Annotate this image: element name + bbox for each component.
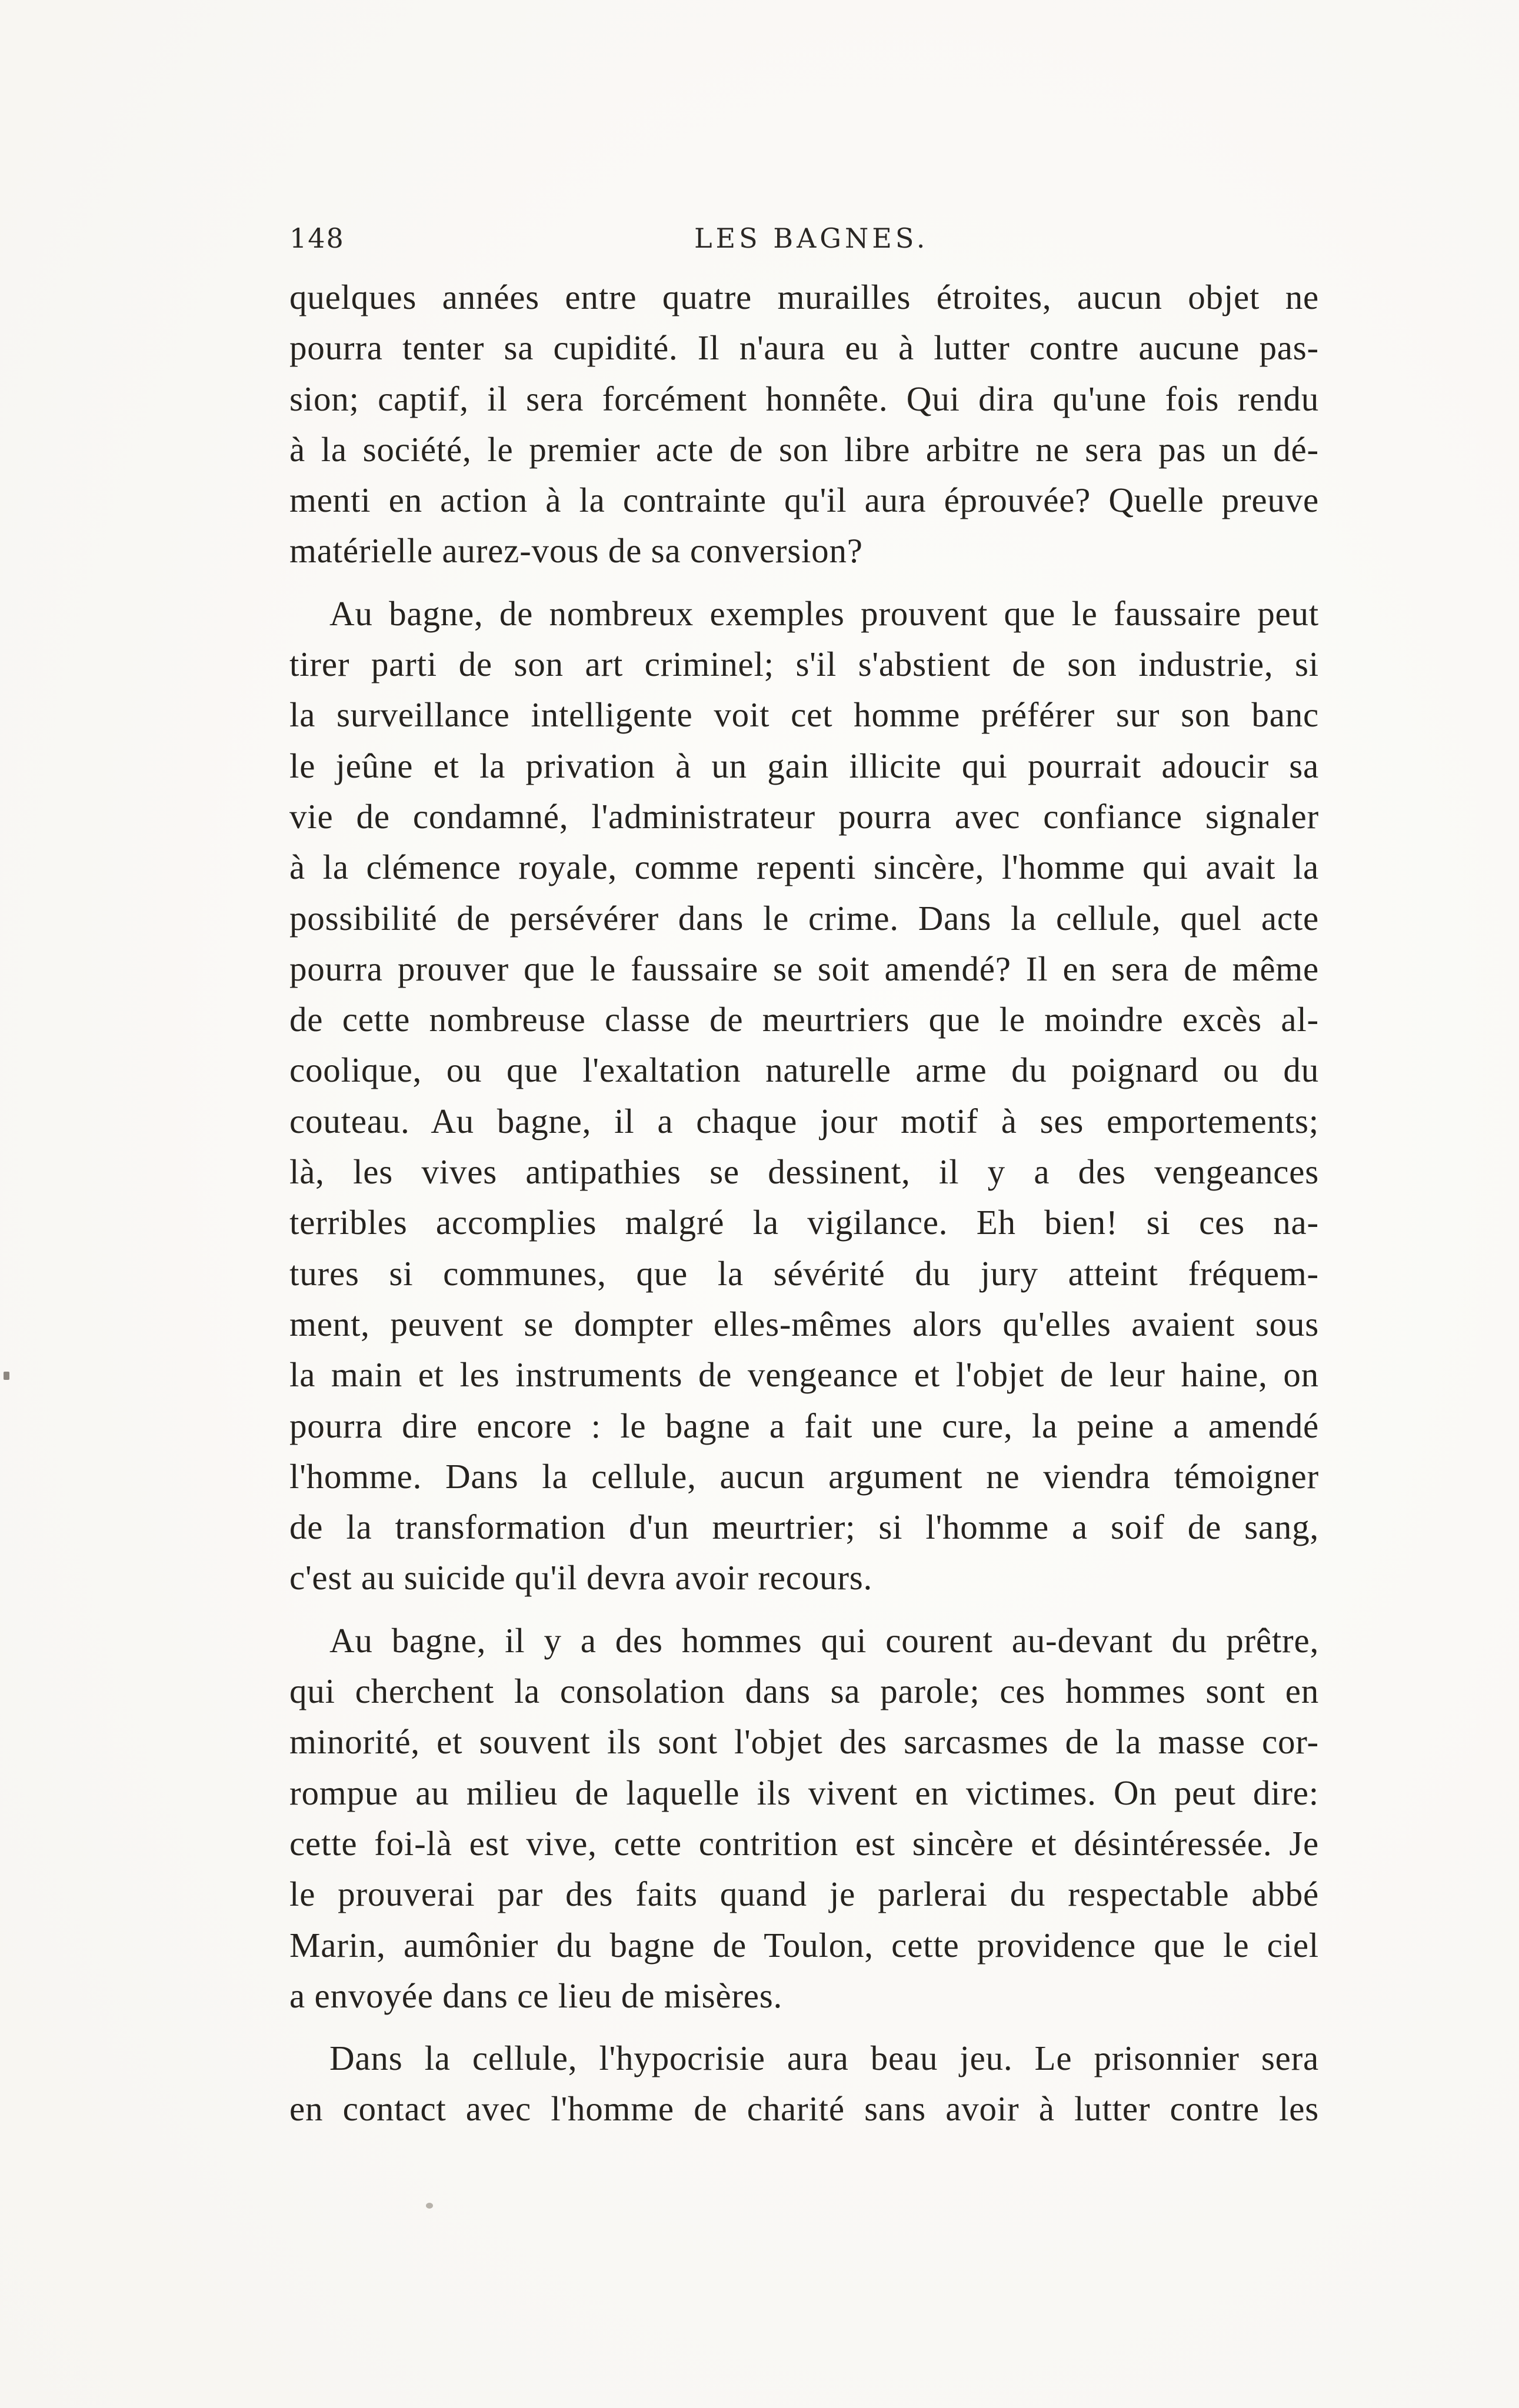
ink-speck xyxy=(426,2203,433,2209)
page-number: 148 xyxy=(289,222,345,254)
running-title: LES BAGNES. xyxy=(694,222,929,254)
text-line: là, les vives antipathies se dessinent, il y a des vengeances xyxy=(289,1152,1319,1192)
text-line: vie de condamné, l'administrateur pourra avec confiance signaler xyxy=(289,796,1319,836)
text-line: sion; captif, il sera forcément honnête. Qui dira qu'une fois rendu xyxy=(289,379,1319,418)
text-line: à la clémence royale, comme repenti sincère, l'homme qui avait la xyxy=(289,848,1319,887)
text-line: ment, peuvent se dompter elles-mêmes alors qu'elles avaient sous xyxy=(289,1304,1319,1343)
text-line: pourra dire encore : le bagne a fait une cure, la peine a amendé xyxy=(289,1406,1319,1445)
text-line: pourra prouver que le faussaire se soit amendé? Il en sera de même xyxy=(289,949,1319,988)
text-line: terribles accomplies malgré la vigilance. Eh bien! si ces na- xyxy=(289,1203,1319,1242)
text-line: tures si communes, que la sévérité du jury atteint fréquem- xyxy=(289,1253,1319,1293)
text-line: l'homme. Dans la cellule, aucun argument ne viendra témoigner xyxy=(289,1456,1319,1496)
text-line: à la société, le premier acte de son libre arbitre ne sera pas un dé- xyxy=(289,429,1319,469)
text-line: le prouverai par des faits quand je parlerai du respectable abbé xyxy=(289,1875,1319,1914)
paragraph-3 xyxy=(289,1615,1319,2021)
text-line: Au bagne, il y a des hommes qui courent au-devant du prêtre, xyxy=(329,1620,1319,1660)
paragraph-2 xyxy=(289,588,1319,1603)
text-line: qui cherchent la consolation dans sa parole; ces hommes sont en xyxy=(289,1672,1319,1711)
text-line: Au bagne, de nombreux exemples prouvent que le faussaire peut xyxy=(329,593,1319,633)
text-line: menti en action à la contrainte qu'il aura éprouvée? Quelle preuve xyxy=(289,481,1319,520)
text-line: Dans la cellule, l'hypocrisie aura beau jeu. Le prisonnier sera xyxy=(329,2039,1319,2078)
text-line: de cette nombreuse classe de meurtriers que le moindre excès al- xyxy=(289,1000,1319,1039)
text-line: en contact avec l'homme de charité sans avoir à lutter contre les xyxy=(289,2089,1319,2129)
text-line: la main et les instruments de vengeance et l'objet de leur haine, on xyxy=(289,1355,1319,1395)
paragraph-4 xyxy=(289,2033,1319,2134)
page-header xyxy=(289,222,1319,264)
text-line: cette foi-là est vive, cette contrition est sincère et désintéressée. Je xyxy=(289,1823,1319,1863)
text-line: rompue au milieu de laquelle ils vivent en victimes. On peut dire: xyxy=(289,1773,1319,1812)
text-line: tirer parti de son art criminel; s'il s'abstient de son industrie, si xyxy=(289,645,1319,684)
text-line: matérielle aurez-vous de sa conversion? xyxy=(289,531,863,571)
paragraph-1 xyxy=(289,272,1319,576)
text-line: minorité, et souvent ils sont l'objet des sarcasmes de la masse cor- xyxy=(289,1722,1319,1762)
text-line: coolique, ou que l'exaltation naturelle arme du poignard ou du xyxy=(289,1050,1319,1090)
text-line: c'est au suicide qu'il devra avoir recours. xyxy=(289,1558,873,1597)
body-text xyxy=(289,272,1319,2146)
text-line: pourra tenter sa cupidité. Il n'aura eu à lutter contre aucune pas- xyxy=(289,328,1319,368)
text-line: Marin, aumônier du bagne de Toulon, cette providence que le ciel xyxy=(289,1925,1319,1965)
text-line: possibilité de persévérer dans le crime. Dans la cellule, quel acte xyxy=(289,898,1319,938)
text-line: le jeûne et la privation à un gain illicite qui pourrait adoucir sa xyxy=(289,746,1319,785)
text-line: a envoyée dans ce lieu de misères. xyxy=(289,1976,783,2015)
text-line: de la transformation d'un meurtrier; si l'homme a soif de sang, xyxy=(289,1507,1319,1547)
text-line: quelques années entre quatre murailles étroites, aucun objet ne xyxy=(289,278,1319,316)
text-line: la surveillance intelligente voit cet homme préférer sur son banc xyxy=(289,695,1319,735)
text-line: couteau. Au bagne, il a chaque jour motif à ses emportements; xyxy=(289,1101,1319,1140)
edge-mark xyxy=(4,1372,9,1380)
